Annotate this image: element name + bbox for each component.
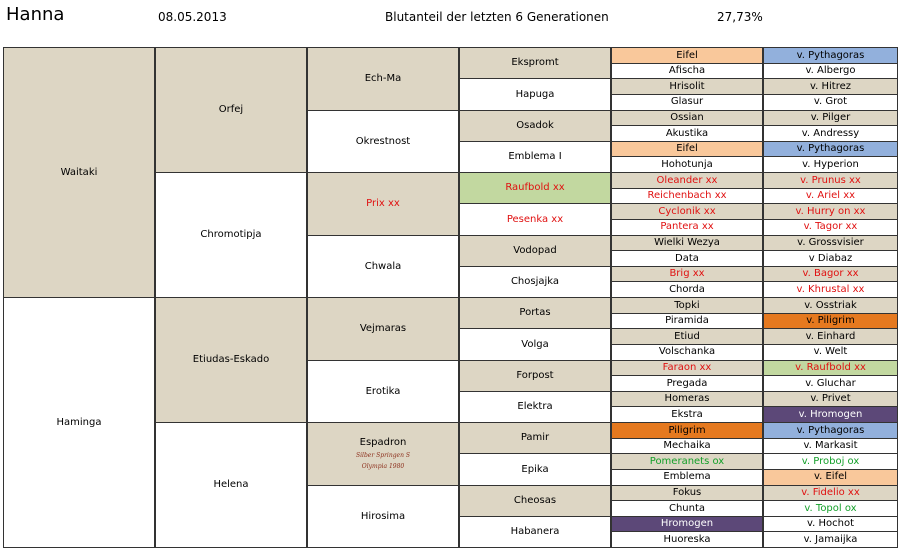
ancestor-gen3-1 <box>307 47 459 111</box>
ancestor-name: Pesenka xx <box>506 213 564 225</box>
ancestor-name: Haminga <box>56 416 102 428</box>
ancestor-gen6-9 <box>763 172 898 189</box>
ancestor-name: Eifel <box>676 143 698 155</box>
ancestor-name: Hrisolit <box>669 80 705 92</box>
ancestor-gen5-4 <box>611 94 763 111</box>
ancestor-name: Elektra <box>517 401 553 413</box>
ancestor-gen6-30 <box>763 500 898 517</box>
ancestor-gen5-16 <box>611 281 763 298</box>
ancestor-name: Cheosas <box>513 494 557 506</box>
ancestor-gen4-1 <box>459 47 611 79</box>
ancestor-gen6-19 <box>763 328 898 345</box>
ancestor-name: Hromogen <box>660 518 714 530</box>
ancestor-gen4-2 <box>459 78 611 110</box>
ancestor-name: v. Fidelio xx <box>801 487 860 499</box>
ancestor-name: Piligrim <box>668 424 706 436</box>
ancestor-name: Piramida <box>665 315 709 327</box>
ancestor-name: v. Pythagoras <box>796 424 865 436</box>
ancestor-gen2-4 <box>155 422 307 548</box>
ancestor-gen5-11 <box>611 203 763 220</box>
ancestor-gen6-13 <box>763 235 898 252</box>
ancestor-name: Chunta <box>668 502 706 514</box>
ancestor-gen5-30 <box>611 500 763 517</box>
ancestor-gen1-1 <box>3 47 155 298</box>
ancestor-name: Chwala <box>364 260 402 272</box>
ancestor-gen3-8 <box>307 485 459 549</box>
ancestor-name: v. Grot <box>813 96 848 108</box>
ancestor-gen6-22 <box>763 375 898 392</box>
ancestor-name: v. Andressy <box>801 127 860 139</box>
ancestor-name: Chromotipja <box>200 229 262 241</box>
ancestor-name: Faraon xx <box>662 362 712 374</box>
ancestor-gen6-23 <box>763 391 898 408</box>
ancestor-gen5-15 <box>611 266 763 283</box>
pedigree-table <box>3 47 898 547</box>
ancestor-gen5-1 <box>611 47 763 64</box>
ancestor-name: v. Privet <box>810 393 851 405</box>
ancestor-name: Portas <box>519 307 551 319</box>
ancestor-name: Ekstra <box>671 408 703 420</box>
ancestor-name: v. Ariel xx <box>805 190 856 202</box>
ancestor-gen6-16 <box>763 281 898 298</box>
ancestor-name: v. Hurry on xx <box>795 205 866 217</box>
ancestor-gen5-29 <box>611 485 763 502</box>
ancestor-name: Cyclonik xx <box>658 205 716 217</box>
ancestor-name: Volschanka <box>658 346 716 358</box>
ancestor-name: Habanera <box>510 526 560 538</box>
ancestor-name: Topki <box>674 299 700 311</box>
horse-name: Hanna <box>6 4 65 25</box>
ancestor-name: Vejmaras <box>359 323 407 334</box>
ancestor-name: Oleander xx <box>656 174 718 186</box>
ancestor-gen6-1 <box>763 47 898 64</box>
ancestor-gen5-19 <box>611 328 763 345</box>
ancestor-name: v. Eifel <box>813 471 848 483</box>
ancestor-name: v. Hyperion <box>802 158 859 170</box>
ancestor-gen5-31 <box>611 516 763 533</box>
ancestor-gen5-17 <box>611 297 763 314</box>
ancestor-name: Hohotunja <box>661 158 713 170</box>
ancestor-gen6-21 <box>763 360 898 377</box>
ancestor-gen6-26 <box>763 438 898 455</box>
ancestor-name: v. Einhard <box>805 330 856 342</box>
ancestor-name: Pantera xx <box>660 221 714 233</box>
ancestor-gen6-31 <box>763 516 898 533</box>
ancestor-gen6-8 <box>763 156 898 173</box>
ancestor-name: Erotika <box>365 385 401 397</box>
ancestor-gen6-18 <box>763 313 898 330</box>
ancestor-gen5-18 <box>611 313 763 330</box>
ancestor-name: Akustika <box>665 127 709 139</box>
ancestor-name: Huoreska <box>663 533 711 545</box>
ancestor-gen5-13 <box>611 235 763 252</box>
ancestor-name: Forpost <box>516 369 554 381</box>
ancestor-name: v. Gluchar <box>805 377 856 389</box>
ancestor-gen5-12 <box>611 219 763 236</box>
ancestor-name: Epika <box>521 463 549 475</box>
ancestor-gen5-22 <box>611 375 763 392</box>
ancestor-name: Afischa <box>668 65 706 77</box>
ancestor-name: v. Pythagoras <box>796 143 865 155</box>
ancestor-name: Etiudas-Eskado <box>192 354 270 366</box>
ancestor-gen4-12 <box>459 391 611 423</box>
ancestor-achievement: Olympia 1980 <box>361 462 405 470</box>
ancestor-gen6-32 <box>763 531 898 548</box>
ancestor-name: Emblema I <box>508 151 562 163</box>
ancestor-gen6-4 <box>763 94 898 111</box>
ancestor-name: Pomeranets ox <box>649 455 725 467</box>
ancestor-gen5-27 <box>611 453 763 470</box>
ancestor-gen6-2 <box>763 63 898 80</box>
ancestor-name: v. Pilger <box>810 112 851 124</box>
ancestor-gen5-10 <box>611 188 763 205</box>
ancestor-gen6-28 <box>763 469 898 486</box>
ancestor-name: v. Prunus xx <box>800 174 861 186</box>
ancestor-gen2-3 <box>155 297 307 423</box>
ancestor-gen4-3 <box>459 110 611 142</box>
ancestor-gen5-25 <box>611 422 763 439</box>
ancestor-name: Okrestnost <box>355 135 411 147</box>
ancestor-gen6-17 <box>763 297 898 314</box>
ancestor-gen4-6 <box>459 203 611 235</box>
ancestor-gen5-32 <box>611 531 763 548</box>
ancestor-name: Raufbold xx <box>505 182 565 194</box>
blood-share-percent: 27,73% <box>717 10 763 24</box>
ancestor-gen3-2 <box>307 110 459 174</box>
ancestor-gen4-9 <box>459 297 611 329</box>
ancestor-gen6-25 <box>763 422 898 439</box>
ancestor-gen4-11 <box>459 360 611 392</box>
ancestor-gen6-10 <box>763 188 898 205</box>
ancestor-gen2-2 <box>155 172 307 298</box>
ancestor-name: Wielki Wezya <box>654 237 720 249</box>
ancestor-gen4-16 <box>459 516 611 548</box>
ancestor-gen5-28 <box>611 469 763 486</box>
ancestor-name: Etiud <box>674 330 700 342</box>
ancestor-name: v. Tagor xx <box>803 221 858 233</box>
ancestor-gen5-2 <box>611 63 763 80</box>
ancestor-name: v. Raufbold xx <box>795 362 866 374</box>
ancestor-gen3-5 <box>307 297 459 361</box>
ancestor-gen5-26 <box>611 438 763 455</box>
ancestor-gen5-24 <box>611 406 763 423</box>
ancestor-name: Fokus <box>672 487 702 499</box>
ancestor-gen4-7 <box>459 235 611 267</box>
ancestor-name: v. Welt <box>813 346 848 358</box>
ancestor-gen6-14 <box>763 250 898 267</box>
ancestor-name: v. Grossvisier <box>797 237 864 249</box>
ancestor-name: Orfej <box>218 104 244 116</box>
ancestor-gen5-14 <box>611 250 763 267</box>
ancestor-gen5-8 <box>611 156 763 173</box>
ancestor-gen5-23 <box>611 391 763 408</box>
ancestor-gen6-11 <box>763 203 898 220</box>
ancestor-name: Emblema <box>663 471 711 483</box>
ancestor-gen5-5 <box>611 110 763 127</box>
ancestor-name: Vodopad <box>513 244 557 256</box>
ancestor-name: v. Bagor xx <box>802 268 859 280</box>
ancestor-name: v. Khrustal xx <box>796 283 865 295</box>
ancestor-gen6-29 <box>763 485 898 502</box>
ancestor-name: Reichenbach xx <box>647 190 727 202</box>
ancestor-name: Data <box>675 252 699 264</box>
ancestor-gen3-6 <box>307 360 459 424</box>
ancestor-gen6-7 <box>763 141 898 158</box>
ancestor-gen6-3 <box>763 78 898 95</box>
ancestor-gen6-6 <box>763 125 898 142</box>
ancestor-gen5-6 <box>611 125 763 142</box>
ancestor-gen5-7 <box>611 141 763 158</box>
ancestor-gen2-1 <box>155 47 307 173</box>
ancestor-name: Hirosima <box>360 510 406 522</box>
ancestor-name: v. Osstriak <box>804 299 857 311</box>
ancestor-name: Chorda <box>669 283 705 295</box>
ancestor-gen6-24 <box>763 406 898 423</box>
ancestor-name: v. Hochot <box>806 518 854 530</box>
ancestor-name: Pamir <box>520 432 550 444</box>
ancestor-gen6-12 <box>763 219 898 236</box>
ancestor-name: Prix xx <box>366 198 400 209</box>
ancestor-name: v. Hitrez <box>809 80 851 92</box>
report-date: 08.05.2013 <box>158 10 227 24</box>
ancestor-name: v. Jamaijka <box>803 533 858 545</box>
ancestor-name: Homeras <box>664 393 710 405</box>
ancestor-gen4-10 <box>459 328 611 360</box>
ancestor-gen5-3 <box>611 78 763 95</box>
ancestor-gen4-14 <box>459 453 611 485</box>
ancestor-gen3-3 <box>307 172 459 236</box>
ancestor-name: Brig xx <box>669 268 705 280</box>
ancestor-gen6-5 <box>763 110 898 127</box>
ancestor-name: Volga <box>521 338 549 350</box>
ancestor-gen6-20 <box>763 344 898 361</box>
ancestor-name: Espadron <box>359 437 407 449</box>
ancestor-name: Glasur <box>670 96 704 108</box>
ancestor-name: v. Pythagoras <box>796 49 865 61</box>
ancestor-gen6-15 <box>763 266 898 283</box>
ancestor-name: Waitaki <box>60 166 98 178</box>
ancestor-gen4-15 <box>459 485 611 517</box>
ancestor-gen1-2 <box>3 297 155 548</box>
ancestor-achievement: Silber Springen S <box>356 451 410 459</box>
ancestor-gen4-13 <box>459 422 611 454</box>
ancestor-name: Eifel <box>676 49 698 61</box>
ancestor-name: v Diabaz <box>808 252 853 264</box>
ancestor-name: Chosjajka <box>510 276 560 288</box>
ancestor-gen3-4 <box>307 235 459 299</box>
ancestor-name: Ech-Ma <box>364 73 402 84</box>
ancestor-gen5-9 <box>611 172 763 189</box>
ancestor-name: Osadok <box>516 119 554 131</box>
ancestor-name: Ekspromt <box>511 57 559 69</box>
ancestor-gen5-21 <box>611 360 763 377</box>
ancestor-gen4-4 <box>459 141 611 173</box>
ancestor-name: v. Markasit <box>803 440 858 452</box>
ancestor-name: v. Hromogen <box>798 408 863 420</box>
ancestor-name: Mechaika <box>663 440 711 452</box>
ancestor-name: Hapuga <box>515 88 555 100</box>
ancestor-name: v. Albergo <box>805 65 856 77</box>
ancestor-name: Helena <box>213 479 249 491</box>
ancestor-gen4-8 <box>459 266 611 298</box>
ancestor-name: v. Proboj ox <box>801 455 860 467</box>
ancestor-name: v. Topol ox <box>804 502 857 514</box>
ancestor-name: v. Piligrim <box>806 315 855 327</box>
ancestor-gen6-27 <box>763 453 898 470</box>
ancestor-gen5-20 <box>611 344 763 361</box>
ancestor-name: Pregada <box>666 377 708 389</box>
blood-share-label: Blutanteil der letzten 6 Generationen <box>385 10 609 24</box>
ancestor-gen4-5 <box>459 172 611 204</box>
ancestor-gen3-7 <box>307 422 459 486</box>
ancestor-name: Ossian <box>670 112 704 124</box>
